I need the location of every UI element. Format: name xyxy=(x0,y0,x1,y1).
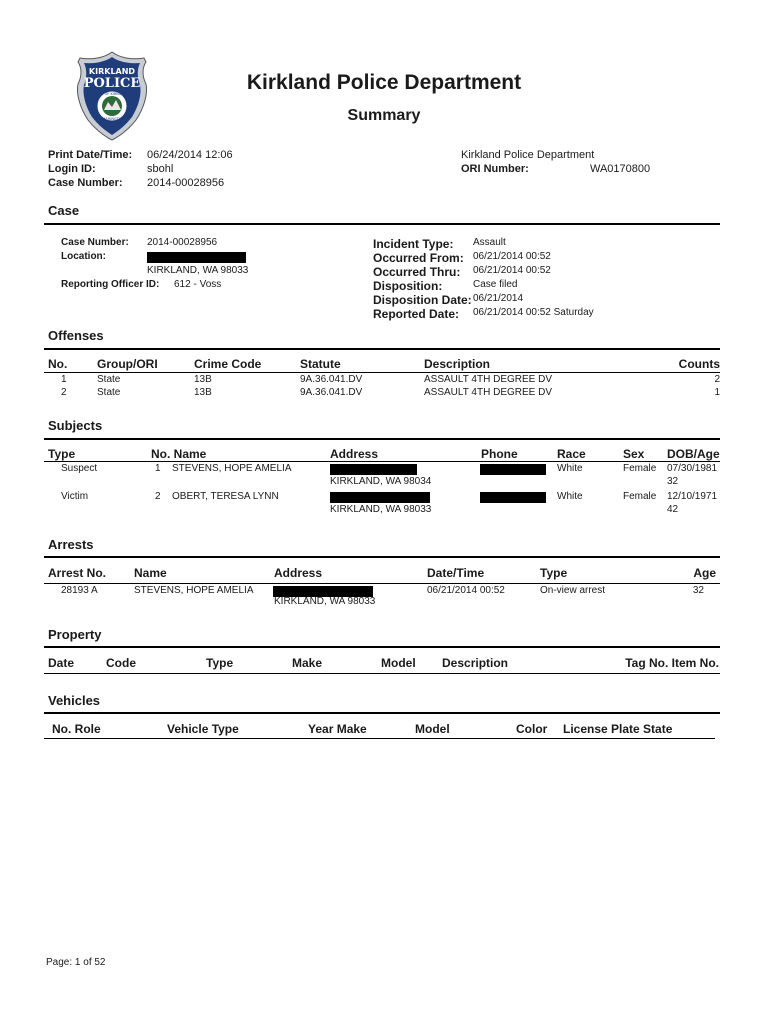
subject-dob: 12/10/1971 xyxy=(667,491,718,502)
offenses-header-rule xyxy=(44,372,720,373)
occurred-from-value: 06/21/2014 00:52 xyxy=(473,251,551,262)
property-col-make: Make xyxy=(292,656,323,670)
subject-no: 1 xyxy=(155,463,161,474)
subject-address-redaction xyxy=(330,492,430,503)
case-divider xyxy=(44,223,720,225)
page-number: Page: 1 of 52 xyxy=(46,957,106,968)
vehicles-col-license-plate: License Plate State xyxy=(563,722,673,736)
arrests-col-no: Arrest No. xyxy=(48,566,107,580)
property-col-description: Description xyxy=(442,656,509,670)
arrests-divider xyxy=(44,556,720,558)
property-header-rule xyxy=(44,673,720,674)
badge-bottom-text: WASHINGTON xyxy=(99,117,125,121)
vehicles-section-heading: Vehicles xyxy=(48,693,101,708)
subjects-col-no-name: No. Name xyxy=(151,447,207,461)
offense-no: 1 xyxy=(61,374,67,385)
offense-group: State xyxy=(97,387,121,398)
reported-date-value: 06/21/2014 00:52 Saturday xyxy=(473,307,594,318)
incident-type-value: Assault xyxy=(473,237,506,248)
vehicles-col-no-role: No. Role xyxy=(52,722,101,736)
arrests-col-address: Address xyxy=(274,566,323,580)
subjects-col-dob-age: DOB/Age xyxy=(667,447,720,461)
incident-type-label: Incident Type: xyxy=(373,237,454,251)
subject-no: 2 xyxy=(155,491,161,502)
vehicles-header-rule xyxy=(44,738,715,739)
offense-statute: 9A.36.041.DV xyxy=(300,387,363,398)
case-section-heading: Case xyxy=(48,203,80,218)
case-number-label: Case Number: xyxy=(48,177,123,189)
subject-sex: Female xyxy=(623,491,657,502)
property-col-tag-item: Tag No. Item No. xyxy=(625,656,719,670)
vehicles-col-model: Model xyxy=(415,722,450,736)
property-col-date: Date xyxy=(48,656,75,670)
subject-city: KIRKLAND, WA 98033 xyxy=(330,504,432,515)
arrest-datetime: 06/21/2014 00:52 xyxy=(427,585,505,596)
reporting-officer-label: Reporting Officer ID: xyxy=(61,279,160,290)
arrest-no: 28193 A xyxy=(61,585,98,596)
offense-description: ASSAULT 4TH DEGREE DV xyxy=(424,387,552,398)
subject-name: STEVENS, HOPE AMELIA xyxy=(172,463,292,474)
property-divider xyxy=(44,646,720,648)
badge-main-text: POLICE xyxy=(83,76,141,91)
vehicles-col-vehicle-type: Vehicle Type xyxy=(167,722,239,736)
property-col-model: Model xyxy=(381,656,416,670)
subject-type: Suspect xyxy=(61,463,98,474)
case-number-value: 2014-00028956 xyxy=(147,177,225,189)
offenses-divider xyxy=(44,348,720,350)
property-section-heading: Property xyxy=(48,627,102,642)
subject-name: OBERT, TERESA LYNN xyxy=(172,491,279,502)
case-case-number-label: Case Number: xyxy=(61,237,129,248)
disposition-value: Case filed xyxy=(473,279,518,290)
subject-phone-redaction xyxy=(480,464,546,475)
vehicles-col-color: Color xyxy=(516,722,548,736)
subject-dob: 07/30/1981 xyxy=(667,463,718,474)
offenses-col-statute: Statute xyxy=(300,357,341,371)
subjects-col-race: Race xyxy=(557,447,586,461)
subject-sex: Female xyxy=(623,463,657,474)
arrests-header-rule xyxy=(44,583,720,584)
print-datetime-label: Print Date/Time: xyxy=(48,149,133,161)
occurred-from-label: Occurred From: xyxy=(373,251,464,265)
offenses-col-description: Description xyxy=(424,357,491,371)
subject-type: Victim xyxy=(61,491,89,502)
reported-date-label: Reported Date: xyxy=(373,307,460,321)
location-label: Location: xyxy=(61,251,106,262)
offense-crime-code: 13B xyxy=(194,374,212,385)
disposition-date-value: 06/21/2014 xyxy=(473,293,524,304)
subject-race: White xyxy=(557,463,583,474)
disposition-label: Disposition: xyxy=(373,279,443,293)
offenses-col-crime-code: Crime Code xyxy=(194,357,262,371)
reporting-officer-value: 612 - Voss xyxy=(174,279,222,290)
subjects-col-address: Address xyxy=(330,447,379,461)
occurred-thru-value: 06/21/2014 00:52 xyxy=(473,265,551,276)
arrest-age: 32 xyxy=(692,585,704,596)
subject-age: 32 xyxy=(667,476,679,487)
subjects-divider xyxy=(44,438,720,440)
badge-top-text: KIRKLAND xyxy=(88,67,136,76)
vehicles-col-year-make: Year Make xyxy=(308,722,367,736)
arrest-city: KIRKLAND, WA 98033 xyxy=(274,596,376,607)
login-id-value: sbohl xyxy=(147,163,174,175)
arrests-section-heading: Arrests xyxy=(48,537,94,552)
page-subtitle: Summary xyxy=(347,107,421,124)
ori-number-value: WA0170800 xyxy=(590,163,651,175)
arrest-name: STEVENS, HOPE AMELIA xyxy=(134,585,254,596)
subjects-header-rule xyxy=(44,461,720,462)
subjects-section-heading: Subjects xyxy=(48,418,103,433)
property-col-type: Type xyxy=(206,656,234,670)
offenses-section-heading: Offenses xyxy=(48,328,104,343)
print-datetime-value: 06/24/2014 12:06 xyxy=(147,149,233,161)
subjects-col-phone: Phone xyxy=(481,447,518,461)
offense-crime-code: 13B xyxy=(194,387,212,398)
badge-seal-text: CITY OF KIRKLAND xyxy=(95,92,129,96)
arrests-col-datetime: Date/Time xyxy=(427,566,485,580)
subject-city: KIRKLAND, WA 98034 xyxy=(330,476,432,487)
login-id-label: Login ID: xyxy=(48,163,96,175)
ori-number-label: ORI Number: xyxy=(461,163,529,175)
occurred-thru-label: Occurred Thru: xyxy=(373,265,461,279)
property-col-code: Code xyxy=(106,656,136,670)
arrests-col-name: Name xyxy=(134,566,167,580)
disposition-date-label: Disposition Date: xyxy=(373,293,472,307)
agency-name: Kirkland Police Department xyxy=(461,149,595,161)
offense-group: State xyxy=(97,374,121,385)
offense-counts: 2 xyxy=(714,374,720,385)
subject-phone-redaction xyxy=(480,492,546,503)
subjects-col-sex: Sex xyxy=(623,447,645,461)
subject-address-redaction xyxy=(330,464,417,475)
case-case-number-value: 2014-00028956 xyxy=(147,237,218,248)
offense-no: 2 xyxy=(61,387,67,398)
offenses-col-counts: Counts xyxy=(678,357,720,371)
offense-statute: 9A.36.041.DV xyxy=(300,374,363,385)
offense-counts: 1 xyxy=(714,387,720,398)
offense-description: ASSAULT 4TH DEGREE DV xyxy=(424,374,552,385)
police-badge-logo xyxy=(74,50,150,142)
arrest-type: On-view arrest xyxy=(540,585,606,596)
page-title: Kirkland Police Department xyxy=(246,71,522,94)
subject-age: 42 xyxy=(667,504,679,515)
offenses-col-group: Group/ORI xyxy=(97,357,158,371)
offenses-col-no: No. xyxy=(48,357,68,371)
location-city: KIRKLAND, WA 98033 xyxy=(147,265,249,276)
vehicles-divider xyxy=(44,712,720,714)
subjects-col-type: Type xyxy=(48,447,76,461)
arrests-col-age: Age xyxy=(693,566,716,580)
location-redaction xyxy=(147,252,246,263)
arrests-col-type: Type xyxy=(540,566,568,580)
subject-race: White xyxy=(557,491,583,502)
